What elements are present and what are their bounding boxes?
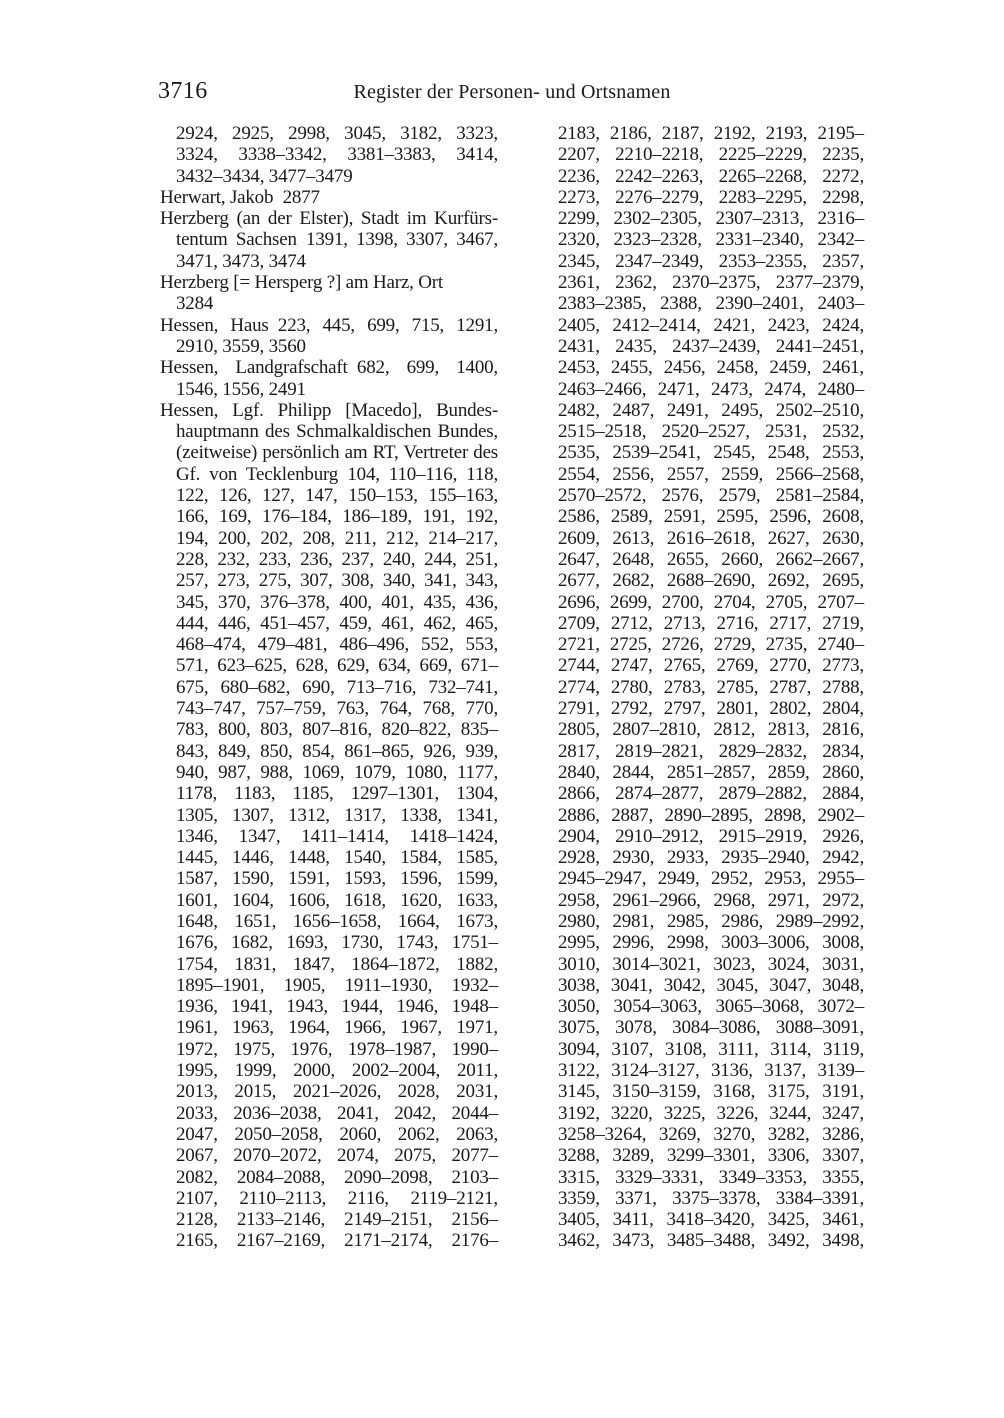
index-line: 2047, 2050–2058, 2060, 2062, 2063,: [176, 1123, 498, 1145]
index-line: 2945–2947, 2949, 2952, 2953, 2955–: [558, 868, 864, 890]
index-line: 257, 273, 275, 307, 308, 340, 341, 343,: [176, 570, 498, 592]
index-line: 2805, 2807–2810, 2812, 2813, 2816,: [558, 719, 864, 741]
index-line: 3462, 3473, 3485–3488, 3492, 3498,: [558, 1230, 864, 1252]
index-line: 1972, 1975, 1976, 1978–1987, 1990–: [176, 1038, 498, 1060]
index-line: 3094, 3107, 3108, 3111, 3114, 3119,: [558, 1038, 864, 1060]
index-entry: [160, 400, 498, 1252]
index-entry: [160, 187, 498, 208]
index-line: Hessen, Lgf. Philipp [Macedo], Bundes-: [160, 399, 498, 421]
index-line: 2361, 2362, 2370–2375, 2377–2379,: [558, 272, 864, 294]
index-line: 743–747, 757–759, 763, 764, 768, 770,: [176, 698, 498, 720]
index-line: 1676, 1682, 1693, 1730, 1743, 1751–: [176, 932, 498, 954]
index-line: 2886, 2887, 2890–2895, 2898, 2902–: [558, 804, 864, 826]
index-line: hauptmann des Schmalkaldischen Bundes,: [176, 421, 498, 443]
index-line: 571, 623–625, 628, 629, 634, 669, 671–: [176, 655, 498, 677]
index-line: 2128, 2133–2146, 2149–2151, 2156–: [176, 1209, 498, 1231]
index-line: 2207, 2210–2218, 2225–2229, 2235,: [558, 144, 864, 166]
index-line: 3050, 3054–3063, 3065–3068, 3072–: [558, 996, 864, 1018]
index-line: 166, 169, 176–184, 186–189, 191, 192,: [176, 506, 498, 528]
index-entry: [160, 357, 498, 400]
index-line: 2570–2572, 2576, 2579, 2581–2584,: [558, 485, 864, 507]
index-line: 2082, 2084–2088, 2090–2098, 2103–: [176, 1166, 498, 1188]
index-line: 3288, 3289, 3299–3301, 3306, 3307,: [558, 1145, 864, 1167]
index-entry: [160, 315, 498, 358]
index-line: Hessen, Haus 223, 445, 699, 715, 1291,: [160, 314, 498, 336]
index-line: 2980, 2981, 2985, 2986, 2989–2992,: [558, 910, 864, 932]
index-line: 444, 446, 451–457, 459, 461, 462, 465,: [176, 612, 498, 634]
index-line: 2958, 2961–2966, 2968, 2971, 2972,: [558, 889, 864, 911]
index-line: 2677, 2682, 2688–2690, 2692, 2695,: [558, 570, 864, 592]
index-line: 345, 370, 376–378, 400, 401, 435, 436,: [176, 591, 498, 613]
index-line: 1305, 1307, 1312, 1317, 1338, 1341,: [176, 804, 498, 826]
index-line: 1546, 1556, 2491: [176, 378, 306, 400]
index-line: 194, 200, 202, 208, 211, 212, 214–217,: [176, 527, 498, 549]
index-line: 843, 849, 850, 854, 861–865, 926, 939,: [176, 740, 498, 762]
index-line: 2320, 2323–2328, 2331–2340, 2342–: [558, 229, 864, 251]
index-column-left: [160, 123, 498, 1252]
index-line: 2013, 2015, 2021–2026, 2028, 2031,: [176, 1081, 498, 1103]
index-line: 783, 800, 803, 807–816, 820–822, 835–: [176, 719, 498, 741]
index-line: tentum Sachsen 1391, 1398, 3307, 3467,: [176, 229, 498, 251]
index-entry: [160, 123, 498, 187]
index-line: 2995, 2996, 2998, 3003–3006, 3008,: [558, 932, 864, 954]
index-line: 2383–2385, 2388, 2390–2401, 2403–: [558, 293, 864, 315]
index-line: 3315, 3329–3331, 3349–3353, 3355,: [558, 1166, 864, 1188]
index-line: 2183, 2186, 2187, 2192, 2193, 2195–: [558, 123, 864, 144]
index-line: 1587, 1590, 1591, 1593, 1596, 1599,: [176, 868, 498, 890]
index-line: Herzberg (an der Elster), Stadt im Kurfürs-: [160, 208, 498, 230]
index-line: 2924, 2925, 2998, 3045, 3182, 3323,: [176, 123, 498, 144]
index-line: 122, 126, 127, 147, 150–153, 155–163,: [176, 485, 498, 507]
index-line: 228, 232, 233, 236, 237, 240, 244, 251,: [176, 548, 498, 570]
index-line: 1648, 1651, 1656–1658, 1664, 1673,: [176, 910, 498, 932]
index-line: 2431, 2435, 2437–2439, 2441–2451,: [558, 335, 864, 357]
index-line: 1445, 1446, 1448, 1540, 1584, 1585,: [176, 847, 498, 869]
index-line: 2535, 2539–2541, 2545, 2548, 2553,: [558, 442, 864, 464]
index-line: 2647, 2648, 2655, 2660, 2662–2667,: [558, 548, 864, 570]
index-line: 3192, 3220, 3225, 3226, 3244, 3247,: [558, 1102, 864, 1124]
index-line: 940, 987, 988, 1069, 1079, 1080, 1177,: [176, 761, 498, 783]
index-line: 675, 680–682, 690, 713–716, 732–741,: [176, 676, 498, 698]
index-line: 3405, 3411, 3418–3420, 3425, 3461,: [558, 1209, 864, 1231]
index-line: 3284: [176, 293, 214, 315]
index-line: 1754, 1831, 1847, 1864–1872, 1882,: [176, 953, 498, 975]
index-line: 2840, 2844, 2851–2857, 2859, 2860,: [558, 761, 864, 783]
index-line: 2774, 2780, 2783, 2785, 2787, 2788,: [558, 676, 864, 698]
index-line: Herwart, Jakob 2877: [160, 186, 320, 208]
index-line: 2586, 2589, 2591, 2595, 2596, 2608,: [558, 506, 864, 528]
index-line: 2744, 2747, 2765, 2769, 2770, 2773,: [558, 655, 864, 677]
index-line: 3258–3264, 3269, 3270, 3282, 3286,: [558, 1123, 864, 1145]
index-line: 2817, 2819–2821, 2829–2832, 2834,: [558, 740, 864, 762]
index-line: 3075, 3078, 3084–3086, 3088–3091,: [558, 1017, 864, 1039]
index-line: 2482, 2487, 2491, 2495, 2502–2510,: [558, 399, 864, 421]
index-line: Hessen, Landgrafschaft 682, 699, 1400,: [160, 357, 498, 379]
index-line: 2067, 2070–2072, 2074, 2075, 2077–: [176, 1145, 498, 1167]
index-line: Gf. von Tecklenburg 104, 110–116, 118,: [176, 463, 498, 485]
index-line: 2345, 2347–2349, 2353–2355, 2357,: [558, 250, 864, 272]
index-line: 3038, 3041, 3042, 3045, 3047, 3048,: [558, 974, 864, 996]
page-number: 3716: [158, 78, 208, 104]
index-line: 2554, 2556, 2557, 2559, 2566–2568,: [558, 463, 864, 485]
index-line: 2299, 2302–2305, 2307–2313, 2316–: [558, 208, 864, 230]
index-line: 3010, 3014–3021, 3023, 3024, 3031,: [558, 953, 864, 975]
index-line: 1961, 1963, 1964, 1966, 1967, 1971,: [176, 1017, 498, 1039]
index-line: 1895–1901, 1905, 1911–1930, 1932–: [176, 974, 498, 996]
index-line: 1936, 1941, 1943, 1944, 1946, 1948–: [176, 996, 498, 1018]
index-line: 1346, 1347, 1411–1414, 1418–1424,: [176, 825, 498, 847]
index-line: 1178, 1183, 1185, 1297–1301, 1304,: [176, 783, 498, 805]
index-entry: [558, 123, 864, 1252]
index-line: 3324, 3338–3342, 3381–3383, 3414,: [176, 144, 498, 166]
index-column-right: [558, 123, 864, 1252]
index-line: 2609, 2613, 2616–2618, 2627, 2630,: [558, 527, 864, 549]
index-line: 2928, 2930, 2933, 2935–2940, 2942,: [558, 847, 864, 869]
index-line: Herzberg [= Hersperg ?] am Harz, Ort: [160, 272, 443, 294]
index-line: 2107, 2110–2113, 2116, 2119–2121,: [176, 1187, 498, 1209]
index-line: 3122, 3124–3127, 3136, 3137, 3139–: [558, 1060, 864, 1082]
index-entry: [160, 272, 498, 315]
index-line: 2273, 2276–2279, 2283–2295, 2298,: [558, 186, 864, 208]
index-entry: [160, 208, 498, 272]
index-line: 2236, 2242–2263, 2265–2268, 2272,: [558, 165, 864, 187]
index-line: 2165, 2167–2169, 2171–2174, 2176–: [176, 1230, 498, 1252]
index-line: 468–474, 479–481, 486–496, 552, 553,: [176, 634, 498, 656]
index-line: 2721, 2725, 2726, 2729, 2735, 2740–: [558, 634, 864, 656]
index-line: 2453, 2455, 2456, 2458, 2459, 2461,: [558, 357, 864, 379]
index-line: 2791, 2792, 2797, 2801, 2802, 2804,: [558, 698, 864, 720]
index-line: 3432–3434, 3477–3479: [176, 165, 353, 187]
index-line: 2033, 2036–2038, 2041, 2042, 2044–: [176, 1102, 498, 1124]
index-line: 2405, 2412–2414, 2421, 2423, 2424,: [558, 314, 864, 336]
index-line: 2709, 2712, 2713, 2716, 2717, 2719,: [558, 612, 864, 634]
index-line: 1601, 1604, 1606, 1618, 1620, 1633,: [176, 889, 498, 911]
index-line: 3359, 3371, 3375–3378, 3384–3391,: [558, 1187, 864, 1209]
running-header: Register der Personen- und Ortsnamen: [353, 81, 671, 103]
index-line: 2515–2518, 2520–2527, 2531, 2532,: [558, 421, 864, 443]
index-line: 2696, 2699, 2700, 2704, 2705, 2707–: [558, 591, 864, 613]
index-line: (zeitweise) persönlich am RT, Vertreter des: [176, 442, 498, 464]
index-line: 1995, 1999, 2000, 2002–2004, 2011,: [176, 1060, 498, 1082]
index-line: 2910, 3559, 3560: [176, 335, 306, 357]
index-line: 2866, 2874–2877, 2879–2882, 2884,: [558, 783, 864, 805]
index-line: 3471, 3473, 3474: [176, 250, 306, 272]
index-line: 3145, 3150–3159, 3168, 3175, 3191,: [558, 1081, 864, 1103]
index-line: 2904, 2910–2912, 2915–2919, 2926,: [558, 825, 864, 847]
index-line: 2463–2466, 2471, 2473, 2474, 2480–: [558, 378, 864, 400]
